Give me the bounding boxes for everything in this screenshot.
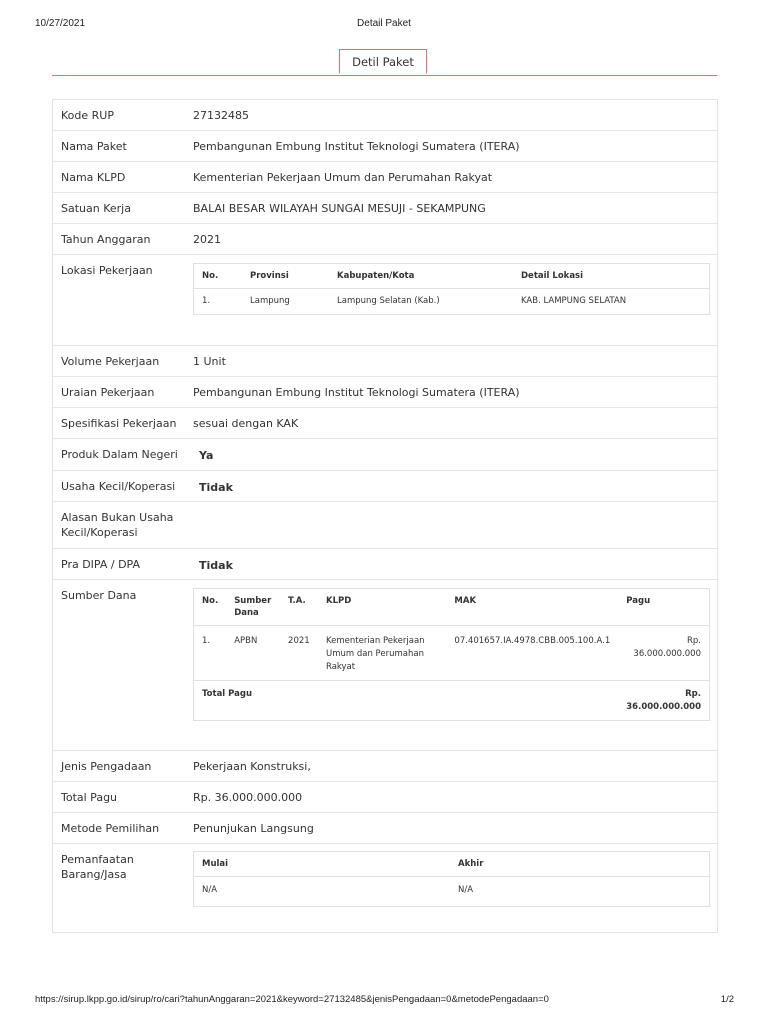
field-label: Uraian Pekerjaan	[61, 386, 155, 399]
row-sumber-dana	[53, 580, 717, 751]
cell-no: 1.	[202, 636, 211, 646]
col-header-mak: MAK	[446, 589, 618, 626]
col-header-akhir: Akhir	[450, 852, 710, 877]
field-value: Rp. 36.000.000.000	[193, 791, 303, 804]
page-number: 1/2	[720, 994, 734, 1005]
field-label: Metode Pemilihan	[61, 822, 160, 835]
print-footer	[0, 994, 768, 1008]
pemanfaatan-table	[193, 851, 710, 907]
print-title: Detail Paket	[357, 18, 411, 29]
row-total-pagu	[53, 782, 717, 813]
lokasi-table	[193, 263, 710, 315]
cell-klpd: Kementerian Pekerjaan Umum dan Perumahan Rakyat	[325, 636, 425, 672]
field-label: Volume Pekerjaan	[61, 355, 160, 368]
col-header-pagu: Pagu	[618, 589, 709, 626]
col-header-sumber-dana: Sumber Dana	[226, 589, 280, 626]
row-lokasi-pekerjaan	[53, 255, 717, 346]
cell-kabupaten: Lampung Selatan (Kab.)	[337, 296, 440, 306]
row-kode-rup	[53, 100, 717, 131]
cell-mulai: N/A	[202, 885, 218, 895]
field-value: Tidak	[199, 481, 233, 494]
field-label: Total Pagu	[61, 791, 118, 804]
tab-detil-paket[interactable]: Detil Paket	[339, 49, 427, 74]
row-tahun-anggaran	[53, 224, 717, 255]
cell-detail-lokasi: KAB. LAMPUNG SELATAN	[521, 296, 627, 306]
row-metode-pemilihan	[53, 813, 717, 844]
field-value: 27132485	[193, 109, 249, 122]
cell-provinsi: Lampung	[250, 296, 290, 306]
field-label: Lokasi Pekerjaan	[61, 264, 153, 277]
col-header-provinsi: Provinsi	[242, 264, 329, 289]
col-header-mulai: Mulai	[194, 852, 451, 877]
col-header-no: No.	[194, 589, 227, 626]
row-volume-pekerjaan	[53, 346, 717, 377]
field-value: Penunjukan Langsung	[193, 822, 314, 835]
row-pra-dipa	[53, 549, 717, 580]
cell-pagu: Rp. 36.000.000.000	[633, 636, 701, 659]
field-value: 2021	[193, 233, 221, 246]
cell-ta: 2021	[288, 636, 310, 646]
field-label: Tahun Anggaran	[61, 233, 151, 246]
total-pagu-value: Rp. 36.000.000.000	[618, 681, 709, 721]
row-satuan-kerja	[53, 193, 717, 224]
cell-no: 1.	[202, 296, 211, 306]
row-alasan-bukan-usaha	[53, 502, 717, 549]
field-value: 1 Unit	[193, 355, 226, 368]
total-pagu-label: Total Pagu	[194, 681, 619, 721]
field-label: Produk Dalam Negeri	[61, 448, 178, 461]
field-value: Pembangunan Embung Institut Teknologi Sumatera (ITERA)	[193, 140, 520, 153]
field-label: Nama KLPD	[61, 171, 126, 184]
col-header-kabupaten: Kabupaten/Kota	[329, 264, 513, 289]
col-header-no: No.	[194, 264, 243, 289]
row-jenis-pengadaan	[53, 751, 717, 782]
cell-akhir: N/A	[458, 885, 474, 895]
field-value: sesuai dengan KAK	[193, 417, 299, 430]
print-date: 10/27/2021	[35, 18, 86, 29]
detail-table	[52, 99, 718, 933]
cell-sumber-dana: APBN	[234, 636, 258, 646]
row-uraian-pekerjaan	[53, 377, 717, 408]
field-label: Alasan Bukan Usaha Kecil/Koperasi	[61, 511, 174, 539]
total-row	[194, 681, 710, 721]
field-label: Pemanfaatan Barang/Jasa	[61, 853, 134, 881]
row-nama-paket	[53, 131, 717, 162]
field-value: BALAI BESAR WILAYAH SUNGAI MESUJI - SEKAMPUNG	[193, 202, 486, 215]
table-row	[194, 626, 710, 681]
field-label: Jenis Pengadaan	[61, 760, 152, 773]
row-usaha-kecil	[53, 471, 717, 502]
tab-bar	[52, 49, 717, 76]
col-header-detail-lokasi: Detail Lokasi	[513, 264, 710, 289]
field-value: Pembangunan Embung Institut Teknologi Sumatera (ITERA)	[193, 386, 520, 399]
field-label: Kode RUP	[61, 109, 114, 122]
field-label: Nama Paket	[61, 140, 127, 153]
field-value: Tidak	[199, 559, 233, 572]
table-row	[194, 289, 710, 315]
table-row	[194, 877, 710, 907]
sumber-dana-table	[193, 588, 710, 721]
row-nama-klpd	[53, 162, 717, 193]
row-produk-dalam-negeri	[53, 439, 717, 471]
field-label: Sumber Dana	[61, 589, 137, 602]
field-label: Usaha Kecil/Koperasi	[61, 480, 176, 493]
print-url: https://sirup.lkpp.go.id/sirup/ro/cari?tahunAnggaran=2021&keyword=27132485&jenisPengadaan=0&metodePengadaan=0	[35, 994, 549, 1005]
col-header-klpd: KLPD	[318, 589, 446, 626]
field-value: Kementerian Pekerjaan Umum dan Perumahan Rakyat	[193, 171, 493, 184]
field-label: Pra DIPA / DPA	[61, 558, 140, 571]
col-header-ta: T.A.	[280, 589, 318, 626]
field-label: Satuan Kerja	[61, 202, 131, 215]
print-header	[0, 18, 768, 32]
row-spesifikasi-pekerjaan	[53, 408, 717, 439]
field-label: Spesifikasi Pekerjaan	[61, 417, 177, 430]
field-value: Ya	[199, 449, 214, 462]
field-value: Pekerjaan Konstruksi,	[193, 760, 311, 773]
cell-mak: 07.401657.IA.4978.CBB.005.100.A.1	[454, 636, 611, 646]
row-pemanfaatan	[53, 844, 717, 932]
